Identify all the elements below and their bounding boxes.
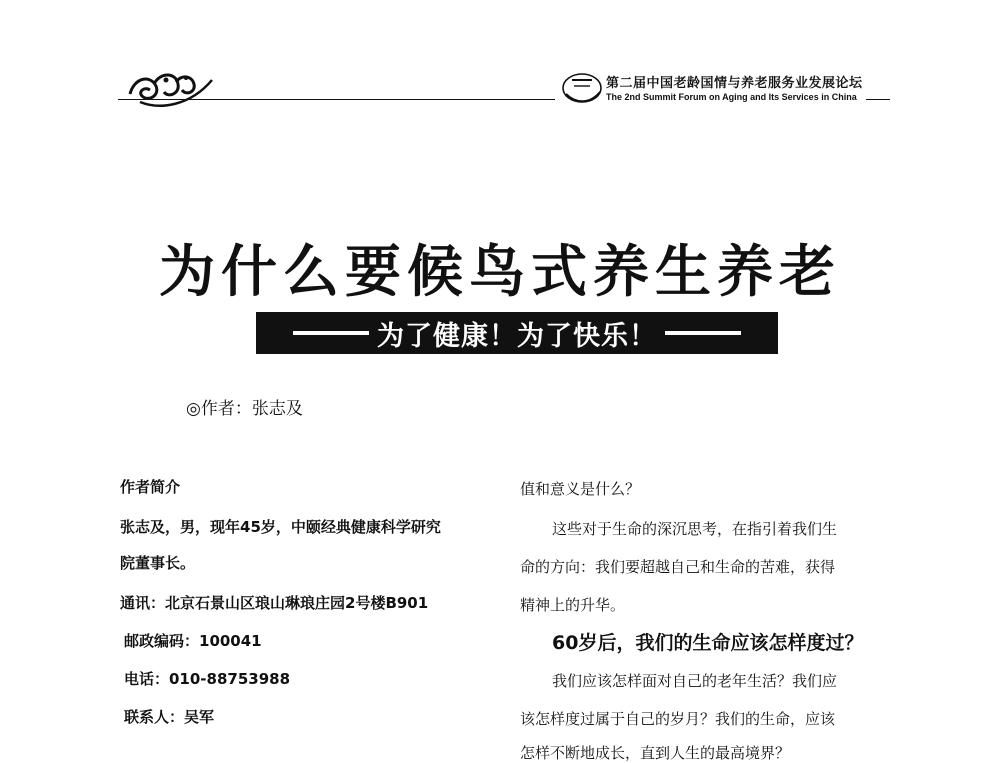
bio-line: 张志及，男，现年45岁，中颐经典健康科学研究 [120, 518, 441, 536]
body-line: 这些对于生命的深沉思考，在指引着我们生 [552, 520, 838, 538]
article-title: 为什么要候鸟式养生养老 [159, 240, 841, 305]
logo-emblem [120, 66, 216, 112]
bio-contact: 联系人：吴军 [124, 708, 215, 726]
section-heading: 60岁后，我们的生命应该怎样度过？ [552, 632, 864, 654]
header-rule-right [866, 99, 890, 100]
body-line: 精神上的升华。 [520, 596, 626, 614]
bio-phone: 电话：010-88753988 [124, 670, 291, 688]
forum-title-en: The 2nd Summit Forum on Aging and Its Services in China [606, 92, 857, 102]
article-subtitle: 为了健康！为了快乐！ [377, 320, 657, 352]
forum-title-cn: 第二届中国老龄国情与养老服务业发展论坛 [606, 76, 863, 91]
author-byline: ◎作者：张志及 [186, 399, 303, 419]
subtitle-banner [256, 312, 778, 354]
body-line: 怎样不断地成长，直到人生的最高境界？ [520, 744, 791, 762]
header-rule-left [118, 99, 230, 100]
subtitle-dash-left [293, 331, 369, 335]
bio-heading: 作者简介 [120, 478, 181, 496]
bio-line: 院董事长。 [120, 554, 196, 572]
body-line: 我们应该怎样面对自己的老年生活？我们应 [552, 672, 838, 690]
forum-emblem-icon [560, 70, 604, 106]
header-rule-middle [230, 99, 555, 100]
bio-postcode: 邮政编码：100041 [124, 632, 262, 650]
bio-address: 通讯：北京石景山区琅山琳琅庄园2号楼B901 [120, 594, 429, 612]
body-line: 命的方向：我们要超越自己和生命的苦难，获得 [520, 558, 836, 576]
subtitle-dash-right [665, 331, 741, 335]
body-line: 该怎样度过属于自己的岁月？我们的生命，应该 [520, 710, 836, 728]
body-line: 值和意义是什么？ [520, 480, 641, 498]
